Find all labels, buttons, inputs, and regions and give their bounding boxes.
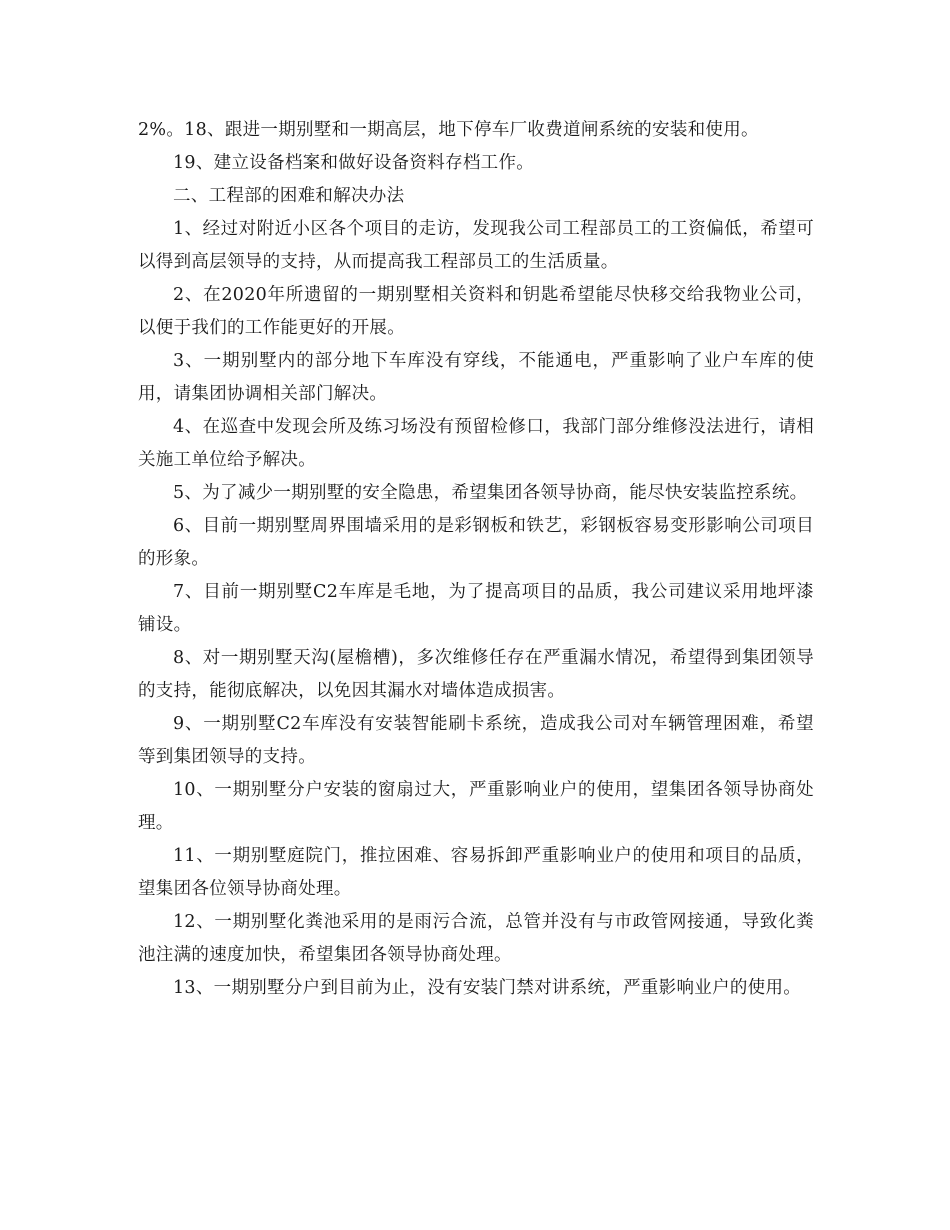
paragraph-item-5: 5、为了减少一期别墅的安全隐患，希望集团各领导协商，能尽快安装监控系统。	[173, 483, 808, 503]
paragraph-item-12: 12、一期别墅化粪池采用的是雨污合流，总管并没有与市政管网接通，导致化粪池注满的速度加快，希望集团各领导协商处理。	[138, 912, 814, 965]
paragraph-item-1: 1、经过对附近小区各个项目的走访，发现我公司工程部员工的工资偏低，希望可以得到高层领导的支持，从而提高我工程部员工的生活质量。	[138, 219, 814, 272]
paragraph-2: 19、建立设备档案和做好设备资料存档工作。	[173, 153, 535, 173]
paragraph-item-8: 8、对一期别墅天沟(屋檐槽)，多次维修任存在严重漏水情况，希望得到集团领导的支持，能彻底解决，以免因其漏水对墙体造成损害。	[138, 648, 814, 701]
section-heading: 二、工程部的困难和解决办法	[173, 186, 405, 206]
paragraph-item-6: 6、目前一期别墅周界围墙采用的是彩钢板和铁艺，彩钢板容易变形影响公司项目的形象。	[138, 516, 814, 569]
paragraph-item-2: 2、在2020年所遗留的一期别墅相关资料和钥匙希望能尽快移交给我物业公司，以便于我们的工作能更好的开展。	[138, 285, 814, 338]
paragraph-1: 2%。18、跟进一期别墅和一期高层，地下停车厂收费道闸系统的安装和使用。	[138, 120, 759, 140]
paragraph-item-4: 4、在巡查中发现会所及练习场没有预留检修口，我部门部分维修没法进行，请相关施工单位给予解决。	[138, 417, 814, 470]
paragraph-item-3: 3、一期别墅内的部分地下车库没有穿线，不能通电，严重影响了业户车库的使用，请集团协调相关部门解决。	[138, 351, 814, 404]
document-body	[138, 114, 814, 1005]
paragraph-item-7: 7、目前一期别墅C2车库是毛地，为了提高项目的品质，我公司建议采用地坪漆铺设。	[138, 582, 814, 635]
paragraph-item-9: 9、一期别墅C2车库没有安装智能刷卡系统，造成我公司对车辆管理困难，希望等到集团领导的支持。	[138, 714, 814, 767]
paragraph-item-11: 11、一期别墅庭院门，推拉困难、容易拆卸严重影响业户的使用和项目的品质，望集团各位领导协商处理。	[138, 846, 814, 899]
paragraph-item-13: 13、一期别墅分户到目前为止，没有安装门禁对讲系统，严重影响业户的使用。	[173, 978, 802, 998]
paragraph-item-10: 10、一期别墅分户安装的窗扇过大，严重影响业户的使用，望集团各领导协商处理。	[138, 780, 814, 833]
